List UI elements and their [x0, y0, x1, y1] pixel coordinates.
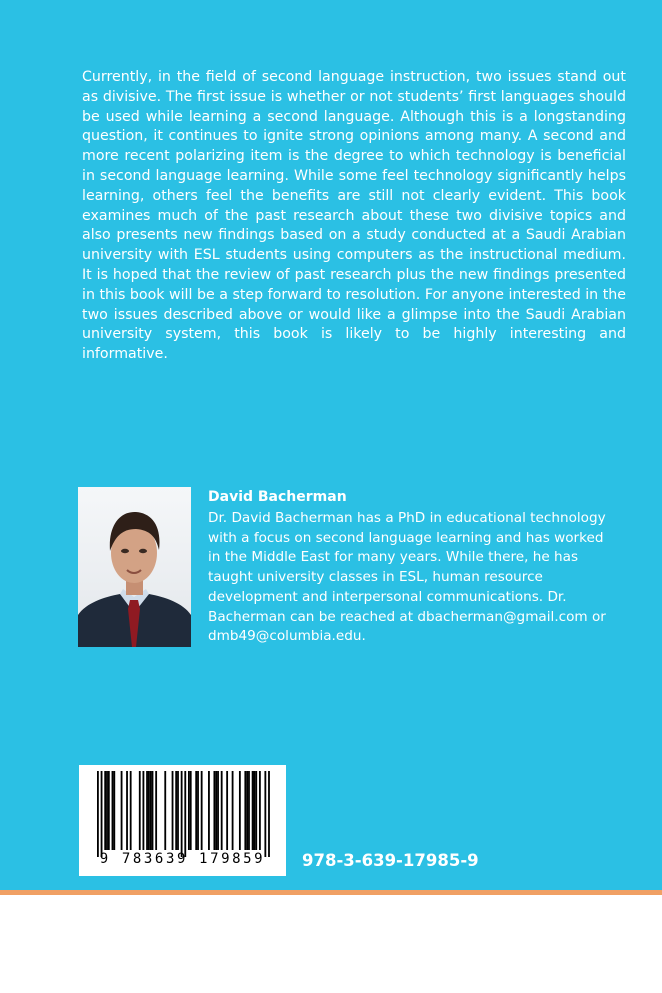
barcode-bar — [226, 771, 228, 850]
barcode-bar — [130, 771, 132, 850]
barcode-bar — [195, 771, 197, 850]
author-photo — [78, 487, 191, 647]
author-name: David Bacherman — [208, 489, 347, 505]
barcode-bar — [106, 771, 108, 850]
barcode-bar — [104, 771, 106, 850]
barcode-bar — [148, 771, 150, 850]
barcode — [79, 765, 286, 876]
barcode-bar — [254, 771, 256, 850]
barcode-digits: 9 783639 179859 — [99, 851, 266, 867]
barcode-bar — [184, 771, 186, 857]
barcode-bar — [215, 771, 217, 850]
barcode-bar — [112, 771, 114, 850]
barcode-bar — [264, 771, 266, 857]
barcode-bar — [221, 771, 223, 850]
barcode-bar — [255, 771, 257, 850]
barcode-bar — [113, 771, 115, 850]
barcode-bar — [164, 771, 166, 850]
barcode-bar — [188, 771, 190, 850]
barcode-bar — [177, 771, 179, 850]
barcode-bar — [208, 771, 210, 850]
barcode-bar — [126, 771, 128, 850]
barcode-bar — [139, 771, 141, 850]
author-portrait-image — [78, 487, 191, 647]
barcode-bar — [217, 771, 219, 850]
barcode-bar — [150, 771, 152, 850]
isbn-number: 978-3-639-17985-9 — [302, 851, 479, 870]
book-description: Currently, in the field of second language instruction, two issues stand out as divisive. The first issue is whether or not students’ first languages should be used while learning a second language. Although this is a longstanding question, it continues to ignite strong opinions among many. A second and more recent polarizing item is the degree to which technology is beneficial in second language learning. While some feel technology significantly helps learning, others feel the benefits are still not clearly evident. This book examines much of the past research about these two divisive topics and also presents new findings based on a study conducted at a Saudi Arabian university with ESL students using computers as the instructional medium. It is hoped that the review of past research plus the new findings presented in this book will be a step forward to resolution. For anyone interested in the two issues described above or would like a glimpse into the Saudi Arabian university system, this book is likely to be highly interesting and informative. — [82, 69, 626, 363]
barcode-bar — [108, 771, 110, 850]
barcode-bar — [244, 771, 246, 850]
barcode-bar — [172, 771, 174, 850]
barcode-bar — [248, 771, 250, 850]
barcode-bar — [146, 771, 148, 850]
bottom-stripe — [0, 890, 662, 895]
barcode-bar — [239, 771, 241, 850]
barcode-bar — [201, 771, 203, 850]
barcode-bar — [97, 771, 99, 857]
barcode-bar — [259, 771, 261, 850]
barcode-bar — [181, 771, 183, 857]
barcode-bar — [252, 771, 254, 850]
barcode-bar — [152, 771, 154, 850]
barcode-bar — [155, 771, 157, 850]
barcode-bar — [101, 771, 103, 857]
barcode-bar — [175, 771, 177, 850]
barcode-bar — [246, 771, 248, 850]
barcode-bar — [197, 771, 199, 850]
barcode-bar — [143, 771, 145, 850]
barcode-bar — [190, 771, 192, 850]
barcode-bar — [232, 771, 234, 850]
author-bio: Dr. David Bacherman has a PhD in educational technology with a focus on second language learning and has worked in the Middle East for many years. While there, he has taught university classes in ESL, human resource development and interpersonal communications. Dr. Bacherman can be reached at dbacherman@gmail.com or dmb49@columbia.edu. — [208, 510, 606, 645]
barcode-bar — [213, 771, 215, 850]
barcode-bar — [268, 771, 270, 857]
barcode-bar — [121, 771, 123, 850]
